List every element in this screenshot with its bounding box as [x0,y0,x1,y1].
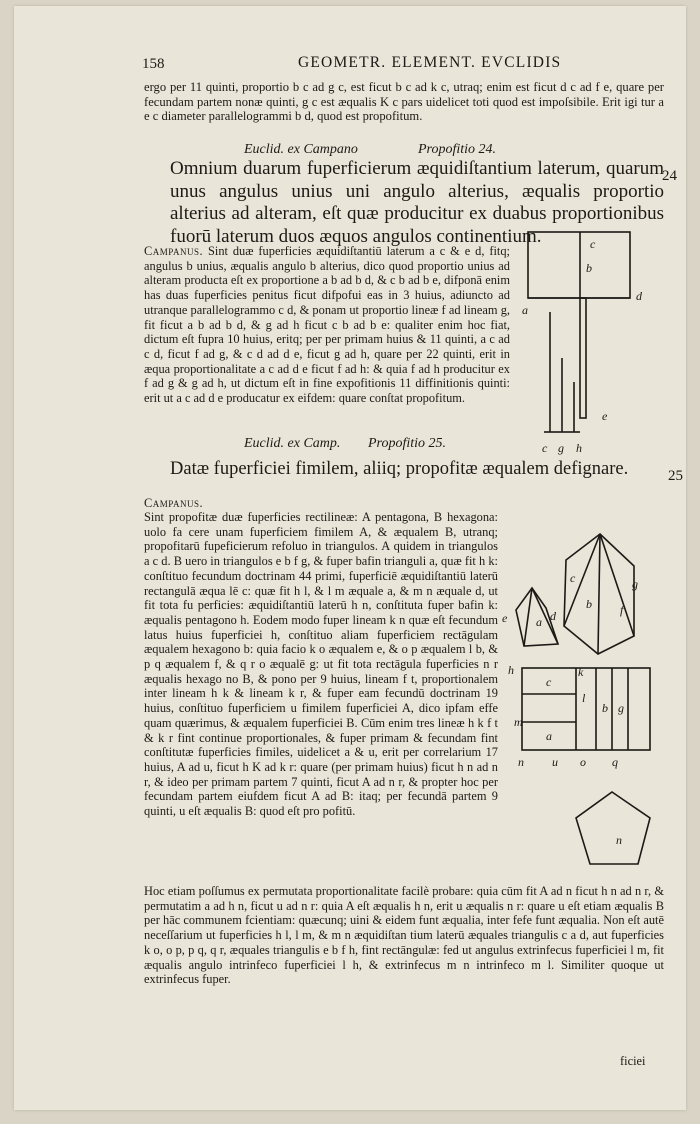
prop25-source: Euclid. ex Camp. [244,436,341,451]
prop24-enunciation: Omnium duarum fuperficierum æquidiſtantium laterum, quarum unus angulus unius uni angulo alterius, æqualis proportio alterius ad alteram, eſt quæ producitur ex duabus proportionibus fuorū laterum duos æquos angulos continentium. [170,158,664,247]
prop24-margin-number: 24 [662,168,677,184]
fig1-label-h: h [576,441,582,455]
figure-parallelograms [504,226,654,456]
fig2-label-a2: a [546,729,552,743]
prop25-label: Propofitio 25. [368,436,447,451]
fig2-label-c2: c [546,675,552,689]
running-title: GEOMETR. ELEMENT. EVCLIDIS [298,54,562,71]
fig1-label-c: c [590,237,596,251]
fig2-label-e: e [502,611,508,625]
fig2-label-l: l [582,691,586,705]
prop24-label: Propofitio 24. [418,142,497,157]
fig2-label-b2: b [602,701,608,715]
fig2-label-g2: g [618,701,624,715]
prop24-source: Euclid. ex Campano [244,142,358,157]
prop25-commentary-continued [144,884,664,1044]
fig2-label-b: b [586,597,592,611]
fig2-label-c: c [570,571,576,585]
fig2-label-m: m [514,715,523,729]
fig1-label-d: d [636,289,642,303]
prop25-commentator: Campanus. [144,496,204,510]
prop25-enunciation: Datæ fuperficiei fimilem, aliiq; propofitæ æqualem defignare. [170,459,629,479]
fig2-label-q: q [612,755,618,769]
prop25-commentary-bottom-text: Hoc etiam poſſumus ex permutata proportionalitate facilè probare: quia cūm fit A ad n ficut h n ad n r, & permutatim a ad h n, ficut u ad n r: quia A eſt æqualis h n, erit u æqualis n r: quare u eſt etiam æqualis B per hāc communem fcientiam: quæcunq; uini & eidem funt æqualia, inter fefe funt æqualia. Non eſt autē neceſſarium ut fuperficies h l, l m, & m n æquidiſtan tium laterū æquales triangulis c a d, aut fuperficies k o, o p, p q, q r, æquales triangulis e b f h, fint rectāngulæ: fed ut angulus extrinfecus fuperficiei l m, fit æqualis angulo intrinfeco fuperficiei l h, & extrinfecus m n intrinfeco m l. Similiter quoque ut extrinfecus fuper. [144,884,664,987]
fig1-label-e: e [602,409,608,423]
rectangle-hn-nr [522,668,650,750]
fig1-label-b: b [586,261,592,275]
prop24-commentary [144,244,510,406]
parallelogram-ed [580,298,586,418]
fig2-label-n: n [518,755,524,769]
fig1-label-c2: c [542,441,548,455]
page-number: 158 [142,56,165,72]
fig2-label-d: d [550,609,556,623]
pentagon-u [576,792,650,864]
catchword: ficiei [620,1054,646,1068]
parallelogram-ac [528,232,630,298]
fig1-label-a: a [522,303,528,317]
prop24-commentary-text: Sint duæ fuperficies æquidiſtantiū laterum a c & e d, fitq; angulus b unius, æqualis angulo b alterius, dico quod proportio unius ad alteram producta eſt ex proportione a b ad b d, & c b ad b e, difponā enim has duas fuperficies penitus ficut difpofui eas in 3 huius, adiuncto ad utranque parallelogrammo c d, & ponam ut proportio lineæ f ad lineam g, fit ficut a b ad b d, & g ad h ficut c b ad b e: qualiter enim hoc fiat, dictum eſt fupra 10 huius, eritq; per per primam huius & 11 quinti, a c ad c d, ficut f ad g, & c d ad d e, ficut g ad h, quare per 22 quinti, erit in æqua proportionalitate a c ad d e ficut f ad h: & quia f ad h producitur ex f ad g & g ad h, ut dictum eſt in fine expofitionis 11 diffinitionis quinti: erit ut a c ad d e producatur ex eifdem: quare conſtat propofitum. [144,244,510,406]
prop25-margin-number: 25 [668,468,683,484]
prop25-commentary-text: Sint propofitæ duæ fuperficies rectilineæ: A pentagona, B hexagona: uolo fa cere unam fuperficiem fimilem A, & æqualem B, utranq; propofitarū fupeficierum refoluo in triangulos. A quidem in triangulos a c d. B uero in triangulos e b f g, & fuper bafin trianguli a, quæ fit h k: conſtituo fecundum doctrinam 44 primi, fuperficiē æquidiſtantiū laterū rectangulā æqua lē c: quæ fit h l, & l m æquale a, & m n æquale d, ut fit tota fu perficies: æquidiſtantiū laterū h n, conſtituta fuper bafin k: æqualis pentagono h. Eodem modo fuper lineam k n quæ eſt fecundum latus huius fuperficiei h, conſtituo aliam fuperficiem rectāgulam æqualem hexagono b: quia facio k o æqualem e, & o p æqualem l b, & p q æqualem f, & q r o æqualē g: ut fit tota rectāgula fuperficies n r æqualis hexago no B, & pono per 9 huius, lineam f t, proportionalem inter lineam h k & lineam k r, & fuper eam fecundū doctrinam 19 huius, conſtituo fuperficiem u fimilem fuperficiei A, dico ipfam effe quam quærimus, & æqualem fuperficiei B. Cūm enim tres lineæ h k f t & k r fint continue proportionales, & fuper primam & fecundam fint conſtitutæ fuperficies fimiles, uidelicet a & u, erit per correlarium 17 huius, A ad u, ficut h K ad k r: quare (per primam huius) ficut h n ad n r, & ideo per primam partem 7 quinti, ficut A ad n r, & propter hoc per fecundam partem eiufdem ficut A ad B: itaq; per fecundā partem 9 quinti, u eſt æqualis B: quod eſt pro pofitū. [144,510,498,819]
prop25-commentary-intro [144,496,664,511]
figure-pentagon-hexagon [488,526,672,906]
fig2-label-h: h [508,663,514,677]
opening-paragraph: ergo per 11 quinti, proportio b c ad g c, est ficut b c ad k c, utraq; enim est ficut d c ad f e, quare per fecundam partem nonæ quinti, g c est æqualis K c pars uidelicet toti quod est impoſsibile. Erit igi tur a e c diameter parallelogrammi b d, quod est propofitum. [144,80,664,124]
prop24-commentator: Campanus. [144,244,204,258]
fig2-label-f: f [620,603,624,617]
fig2-label-k: k [578,665,584,679]
fig2-label-g: g [632,577,638,591]
fig1-label-g: g [558,441,564,455]
fig2-label-u: u [552,755,558,769]
book-page [14,6,686,1110]
fig2-label-a: a [536,615,542,629]
prop25-commentary [144,510,498,884]
fig2-label-n2: n [616,833,622,847]
fig2-label-o: o [580,755,586,769]
